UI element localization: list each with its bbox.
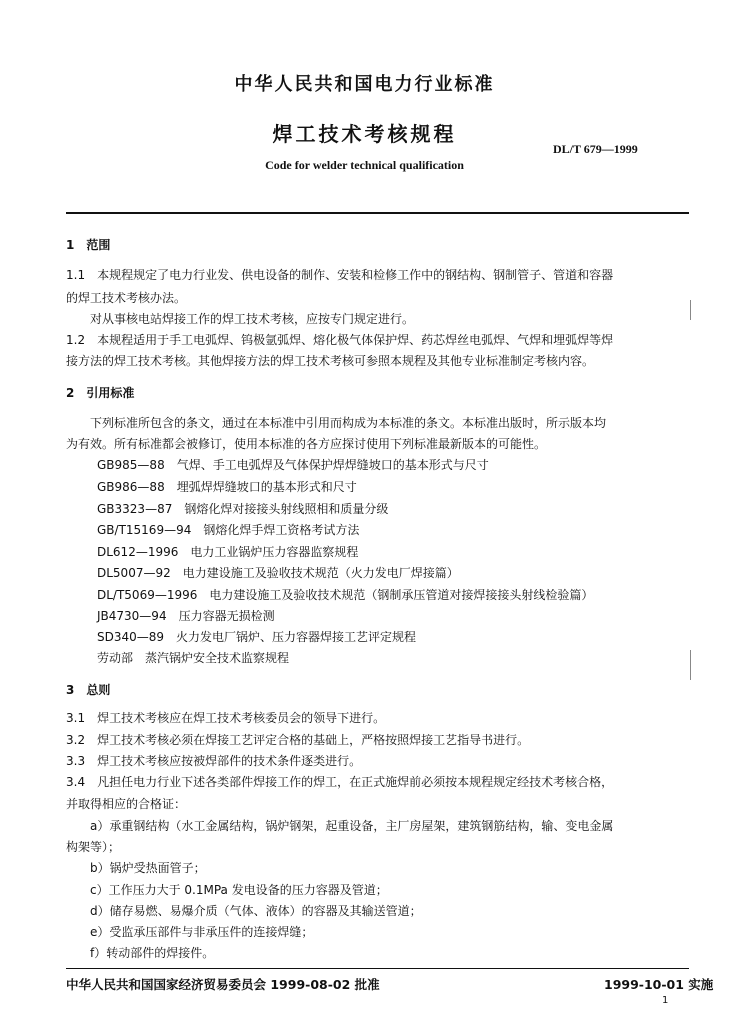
document-title: 焊工技术考核规程 [272, 122, 457, 146]
reference-item: DL5007—92 电力建设施工及验收技术规范（火力发电厂焊接篇） [97, 566, 459, 580]
clause-1-1-line1: 1.1 本规程规定了电力行业发、供电设备的制作、安装和检修工作中的钢结构、钢制管子、管道和容器 [66, 268, 614, 282]
clause-1-1-line3: 对从事核电站焊接工作的焊工技术考核，应按专门规定进行。 [90, 312, 415, 326]
footer-divider [66, 968, 689, 969]
clause-1-1-line2: 的焊工技术考核办法。 [66, 291, 187, 305]
clause-3-1: 3.1 焊工技术考核应在焊工技术考核委员会的领导下进行。 [66, 711, 386, 725]
reference-item: GB986—88 埋弧焊焊缝坡口的基本形式和尺寸 [97, 480, 357, 494]
clause-3-4-line1: 3.4 凡担任电力行业下述各类部件焊接工作的焊工，在正式施焊前必须按本规程规定经技术考核合格， [66, 775, 614, 789]
list-item-f: f）转动部件的焊接件。 [90, 946, 215, 960]
standard-number: DL/T 679—1999 [553, 142, 638, 156]
section-2-intro-line1: 下列标准所包含的条文，通过在本标准中引用而构成为本标准的条文。本标准出版时，所示版本均 [90, 416, 607, 430]
list-item-a-line1: a）承重钢结构（水工金属结构，锅炉钢架，起重设备，主厂房屋架，建筑钢筋结构，输、变电金属 [90, 819, 614, 833]
section-2-intro-line2: 为有效。所有标准都会被修订，使用本标准的各方应探讨使用下列标准最新版本的可能性。 [66, 437, 547, 451]
clause-1-2-line1: 1.2 本规程适用于手工电弧焊、钨极氩弧焊、熔化极气体保护焊、药芯焊丝电弧焊、气焊和埋弧焊等焊 [66, 333, 614, 347]
reference-item: GB/T15169—94 钢熔化焊手焊工资格考试方法 [97, 523, 360, 537]
clause-3-3: 3.3 焊工技术考核应按被焊部件的技术条件逐类进行。 [66, 754, 362, 768]
list-item-a-line2: 构架等）； [66, 840, 121, 854]
section-2-heading: 2 引用标准 [66, 386, 135, 400]
scan-mark [690, 650, 691, 680]
reference-item: SD340—89 火力发电厂锅炉、压力容器焊接工艺评定规程 [97, 630, 417, 644]
clause-3-4-line2: 并取得相应的合格证： [66, 797, 187, 811]
reference-item: GB3323—87 钢熔化焊对接接头射线照相和质量分级 [97, 502, 389, 516]
header-divider [66, 212, 689, 214]
approval-statement: 中华人民共和国国家经济贸易委员会 1999-08-02 批准 [66, 977, 380, 992]
section-1-heading: 1 范围 [66, 238, 111, 252]
scan-mark [690, 300, 691, 320]
reference-item: 劳动部 蒸汽锅炉安全技术监察规程 [97, 651, 290, 665]
clause-1-2-line2: 接方法的焊工技术考核。其他焊接方法的焊工技术考核可参照本规程及其他专业标准制定考核内容。 [66, 354, 595, 368]
reference-item: JB4730—94 压力容器无损检测 [97, 609, 275, 623]
list-item-d: d）储存易燃、易爆介质（气体、液体）的容器及其输送管道； [90, 904, 422, 918]
list-item-c: c）工作压力大于 0.1MPa 发电设备的压力容器及管道； [90, 883, 388, 897]
reference-item: GB985—88 气焊、手工电弧焊及气体保护焊焊缝坡口的基本形式与尺寸 [97, 458, 489, 472]
implementation-date: 1999-10-01 实施 [604, 977, 714, 992]
standard-org-header: 中华人民共和国电力行业标准 [234, 74, 495, 95]
reference-item: DL612—1996 电力工业锅炉压力容器监察规程 [97, 545, 359, 559]
document-title-english: Code for welder technical qualification [265, 158, 464, 172]
reference-item: DL/T5069—1996 电力建设施工及验收技术规范（钢制承压管道对接焊接接头射线检验篇） [97, 588, 594, 602]
clause-3-2: 3.2 焊工技术考核必须在焊接工艺评定合格的基础上，严格按照焊接工艺指导书进行。 [66, 733, 530, 747]
list-item-b: b）锅炉受热面管子； [90, 861, 206, 875]
page-number: 1 [662, 995, 669, 1006]
section-3-heading: 3 总则 [66, 683, 111, 697]
list-item-e: e）受监承压部件与非承压件的连接焊缝； [90, 925, 314, 939]
